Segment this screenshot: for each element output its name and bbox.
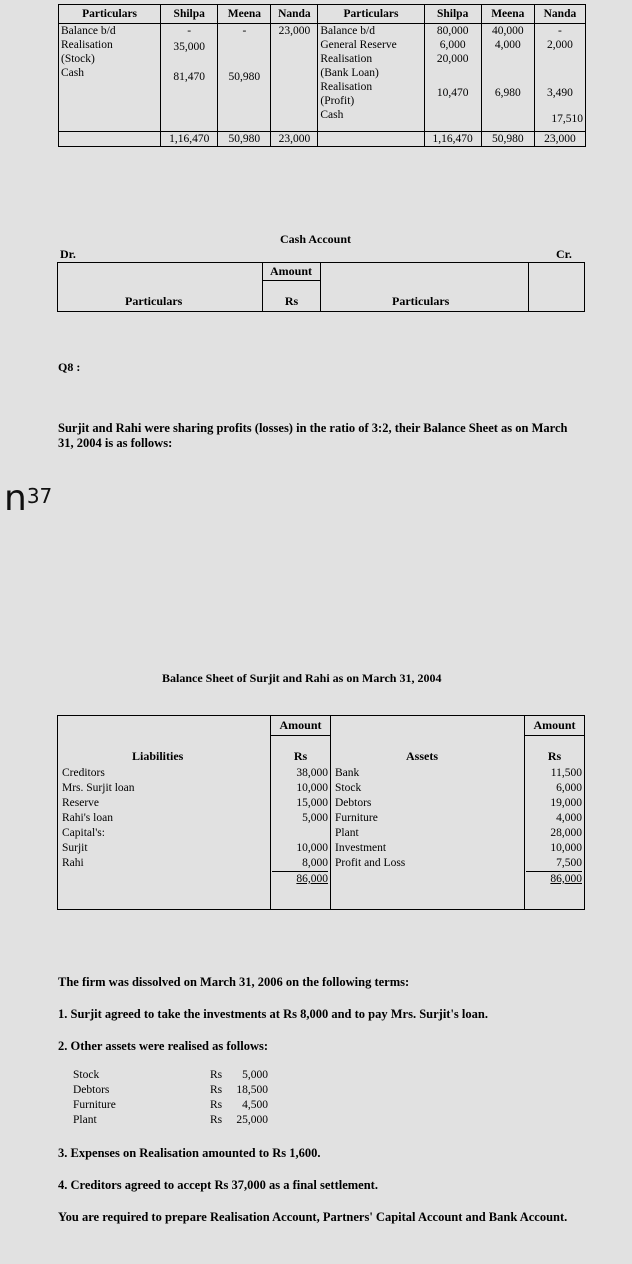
liability-item: Capital's: xyxy=(62,827,105,839)
cr-nanda-value: - xyxy=(558,25,562,37)
cr-shilpa-value: 20,000 xyxy=(436,53,469,65)
col-meena-cr: Meena xyxy=(481,5,534,24)
dr-shilpa-value: 81,470 xyxy=(173,71,206,83)
question-statement: Surjit and Rahi were sharing profits (losses) in the ratio of 3:2, their Balance Sheet as on March 31, 2004 is as follows: xyxy=(58,421,568,450)
realised-amount: 4,500 xyxy=(242,1099,268,1111)
bs-liabilities-header: Liabilities xyxy=(132,749,184,763)
asset-amount: 7,500 xyxy=(556,857,582,869)
term-3: 3. Expenses on Realisation amounted to Rs 1,600. xyxy=(58,1146,321,1160)
col-particulars-dr: Particulars xyxy=(59,5,161,24)
col-shilpa-cr: Shilpa xyxy=(424,5,481,24)
bs-assets-header: Assets xyxy=(406,749,438,763)
liability-item: Rahi's loan xyxy=(62,812,113,824)
terms-section-2 xyxy=(58,1146,578,1225)
dr-particular: Balance b/d xyxy=(61,25,116,37)
cr-particular: (Profit) xyxy=(320,95,355,107)
cr-particular: Realisation xyxy=(320,53,373,65)
realised-rs: Rs xyxy=(210,1084,223,1096)
cr-shilpa-value: 6,000 xyxy=(439,39,466,51)
liability-item: Reserve xyxy=(62,797,100,809)
total-meena-cr: 50,980 xyxy=(481,132,534,147)
liability-amount xyxy=(272,826,328,841)
dr-meena-value: 50,980 xyxy=(228,71,261,83)
asset-amount: 11,500 xyxy=(550,767,582,779)
liability-item: Rahi xyxy=(62,857,84,869)
cr-shilpa-value xyxy=(427,66,479,86)
asset-amount: 28,000 xyxy=(550,827,582,839)
bs-amount-left: Amount xyxy=(279,718,322,732)
liability-total: 86,000 xyxy=(272,871,328,887)
col-particulars-cr: Particulars xyxy=(318,5,424,24)
question-label: Q8 : xyxy=(58,360,81,374)
total-blank xyxy=(318,132,424,147)
dr-nanda-value: 23,000 xyxy=(278,25,311,37)
requirement: You are required to prepare Realisation Account, Partners' Capital Account and Bank Account. xyxy=(58,1210,568,1224)
asset-amount: 10,000 xyxy=(550,842,582,854)
cash-account-dr: Dr. xyxy=(60,247,76,261)
terms-section xyxy=(58,975,578,1054)
realised-row xyxy=(73,1068,303,1083)
watermark-base: n xyxy=(4,478,27,519)
realised-amount: 25,000 xyxy=(236,1114,268,1126)
dr-meena-value xyxy=(220,54,268,70)
liability-amount: 15,000 xyxy=(296,797,328,809)
capital-header-row xyxy=(59,5,586,24)
term-2: 2. Other assets were realised as follows: xyxy=(58,1039,269,1053)
liability-amount: 10,000 xyxy=(296,782,328,794)
asset-item: Bank xyxy=(335,767,360,779)
dr-shilpa-value xyxy=(163,54,215,70)
realised-row xyxy=(73,1098,303,1113)
watermark-text xyxy=(4,478,52,519)
liability-amount: 8,000 xyxy=(302,857,328,869)
bs-amount-rule xyxy=(270,735,331,736)
cash-particulars-left: Particulars xyxy=(125,294,183,308)
col-shilpa-dr: Shilpa xyxy=(161,5,218,24)
cr-meena-cell xyxy=(481,24,534,132)
realised-item: Stock xyxy=(73,1069,100,1081)
liability-amount: 10,000 xyxy=(296,842,328,854)
cr-particular: (Bank Loan) xyxy=(320,67,379,79)
total-nanda-cr: 23,000 xyxy=(534,132,585,147)
total-nanda-dr: 23,000 xyxy=(271,132,318,147)
realised-row xyxy=(73,1113,303,1128)
realised-list xyxy=(73,1068,303,1128)
bs-divider xyxy=(270,715,271,910)
dr-particulars-cell xyxy=(59,24,161,132)
term-4: 4. Creditors agreed to accept Rs 37,000 as a final settlement. xyxy=(58,1178,378,1192)
cr-meena-value: 6,980 xyxy=(494,87,521,99)
realised-rs: Rs xyxy=(210,1069,223,1081)
realised-rs: Rs xyxy=(210,1114,223,1126)
liability-item: Surjit xyxy=(62,842,88,854)
cash-account-title: Cash Account xyxy=(280,232,352,246)
liability-amount: 5,000 xyxy=(302,812,328,824)
asset-amount: 6,000 xyxy=(556,782,582,794)
dr-meena-value xyxy=(220,38,268,54)
dr-particular: Realisation xyxy=(61,39,113,51)
capital-account-table-wrap xyxy=(58,4,586,147)
cr-nanda-value: 17,510 xyxy=(551,113,583,125)
bs-assets-list xyxy=(335,766,520,871)
cr-particular: General Reserve xyxy=(320,39,397,51)
col-nanda-dr: Nanda xyxy=(271,5,318,24)
cash-particulars-right: Particulars xyxy=(392,294,450,308)
cr-particular: Cash xyxy=(320,109,344,121)
bs-divider xyxy=(330,715,331,910)
asset-item: Profit and Loss xyxy=(335,857,406,869)
cr-particular: Realisation xyxy=(320,81,373,93)
asset-item: Plant xyxy=(335,827,359,839)
asset-total: 86,000 xyxy=(526,871,582,887)
bs-divider xyxy=(524,715,525,910)
asset-item: Debtors xyxy=(335,797,372,809)
terms-intro: The firm was dissolved on March 31, 2006 on the following terms: xyxy=(58,975,410,989)
realised-item: Furniture xyxy=(73,1099,116,1111)
bs-amount-rule xyxy=(524,735,585,736)
dr-shilpa-value: - xyxy=(187,25,192,37)
cr-meena-value: 4,000 xyxy=(494,39,521,51)
dr-shilpa-value: 35,000 xyxy=(173,41,206,53)
realised-item: Debtors xyxy=(73,1084,110,1096)
cash-amount-rule xyxy=(262,280,321,281)
cash-rs-header: Rs xyxy=(284,294,299,308)
cr-shilpa-cell xyxy=(424,24,481,132)
dr-particular: Cash xyxy=(61,67,84,79)
realised-amount: 5,000 xyxy=(242,1069,268,1081)
realised-rs: Rs xyxy=(210,1099,223,1111)
bs-rs-left: Rs xyxy=(293,749,308,763)
bs-liability-amounts xyxy=(272,766,328,887)
col-meena-dr: Meena xyxy=(218,5,271,24)
capital-total-row xyxy=(59,132,586,147)
liability-item: Mrs. Surjit loan xyxy=(62,782,135,794)
cash-divider xyxy=(528,262,529,312)
cash-account-cr: Cr. xyxy=(556,247,572,261)
watermark-sup: 37 xyxy=(26,484,53,508)
cr-shilpa-value: 10,470 xyxy=(436,87,469,99)
cr-shilpa-value: 80,000 xyxy=(436,25,469,37)
cr-particular: Balance b/d xyxy=(320,25,375,37)
asset-item: Stock xyxy=(335,782,362,794)
asset-amount: 19,000 xyxy=(550,797,582,809)
col-nanda-cr: Nanda xyxy=(534,5,585,24)
liability-item: Creditors xyxy=(62,767,105,779)
bs-amount-right: Amount xyxy=(533,718,576,732)
asset-item: Investment xyxy=(335,842,387,854)
bs-rs-right: Rs xyxy=(547,749,562,763)
cr-particulars-cell xyxy=(318,24,424,132)
balance-sheet-title: Balance Sheet of Surjit and Rahi as on March 31, 2004 xyxy=(162,671,442,685)
dr-shilpa-cell xyxy=(161,24,218,132)
dr-meena-value: - xyxy=(242,25,247,37)
total-meena-dr: 50,980 xyxy=(218,132,271,147)
cr-nanda-value: 3,490 xyxy=(546,87,573,99)
asset-item: Furniture xyxy=(335,812,378,824)
bs-asset-amounts xyxy=(526,766,582,887)
term-1: 1. Surjit agreed to take the investments at Rs 8,000 and to pay Mrs. Surjit's loan. xyxy=(58,1007,488,1021)
cr-meena-value xyxy=(484,52,532,86)
total-shilpa-cr: 1,16,470 xyxy=(424,132,481,147)
realised-amount: 18,500 xyxy=(236,1084,268,1096)
cash-amount-header: Amount xyxy=(269,264,312,278)
realised-item: Plant xyxy=(73,1114,97,1126)
dr-nanda-cell xyxy=(271,24,318,132)
dr-meena-cell xyxy=(218,24,271,132)
dr-particular: (Stock) xyxy=(61,53,95,65)
capital-account-table xyxy=(58,4,586,147)
total-blank xyxy=(59,132,161,147)
realised-row xyxy=(73,1083,303,1098)
liability-amount: 38,000 xyxy=(296,767,328,779)
asset-amount: 4,000 xyxy=(556,812,582,824)
cr-nanda-value xyxy=(537,52,583,86)
cr-meena-value: 40,000 xyxy=(492,25,524,37)
total-shilpa-dr: 1,16,470 xyxy=(161,132,218,147)
capital-body-row xyxy=(59,24,586,132)
cr-nanda-cell xyxy=(534,24,585,132)
question-statement-wrap xyxy=(58,421,578,451)
cr-nanda-value: 2,000 xyxy=(546,39,573,51)
bs-liabilities-list xyxy=(62,766,267,871)
